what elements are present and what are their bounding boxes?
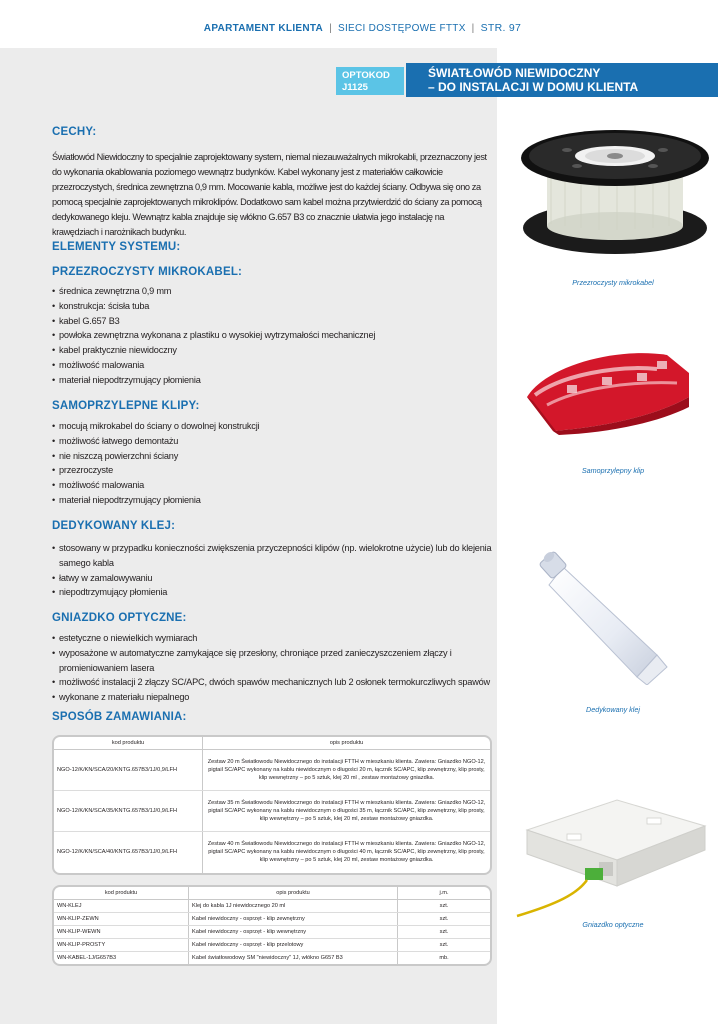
row-desc: Kabel światłowodowy SM "niewidoczny" 1J, włókno G657 B3 xyxy=(189,952,398,965)
row-code: WN-KLEJ xyxy=(54,900,189,913)
row-code: WN-KABEL-1J/G657B3 xyxy=(54,952,189,965)
table-row xyxy=(54,832,490,873)
clip-image xyxy=(507,335,719,435)
optical-socket-image xyxy=(507,790,719,920)
table-row xyxy=(54,791,490,832)
list-item: • nie niszczą powierzchni ściany xyxy=(52,449,492,464)
spool-image xyxy=(507,120,719,270)
row-desc: Klej do kabla 1J niewidocznego 20 ml xyxy=(189,900,398,913)
header-section: APARTAMENT KLIENTA xyxy=(203,23,324,34)
spool-caption: Przezroczysty mikrokabel xyxy=(572,278,654,287)
product-title-line1: ŚWIATŁOWÓD NIEWIDOCZNY xyxy=(428,66,601,80)
socket-heading: GNIAZDKO OPTYCZNE: xyxy=(52,612,187,624)
order-table-sets xyxy=(52,735,492,875)
row-code: WN-KLIP-WEWN xyxy=(54,926,189,939)
product-title-line2: – DO INSTALACJI W DOMU KLIENTA xyxy=(428,80,639,94)
row-code: NGO-12/K/KN/SCA/35/KNTG.657B3/1J/0,9/LFH xyxy=(54,791,203,832)
list-item: • możliwość malowania xyxy=(52,358,492,373)
table-row xyxy=(54,939,490,952)
row-desc: Zestaw 20 m Światłowodu Niewidocznego do instalacji FTTH w mieszkaniu klienta. Zawiera: Gniazdko NGO-12, pigtail SC/APC wykonany na kablu niewidocznym o długości 20 m, łącznik SC/APC, klip zewnętrzny, klip prosty, klip wewnętrzny – po 5 sztuk, klej 20 ml , zestaw montażowy gniazdka. xyxy=(203,750,491,791)
microcable-list xyxy=(52,284,492,388)
clips-heading: SAMOPRZYLEPNE KLIPY: xyxy=(52,400,200,412)
header-separator: | xyxy=(329,23,332,34)
list-item: • mocują mikrokabel do ściany o dowolnej konstrukcji xyxy=(52,419,492,434)
row-unit: szt. xyxy=(398,900,491,913)
glue-tube-image xyxy=(507,545,719,685)
list-item: • wykonane z materiału niepalnego xyxy=(52,690,492,705)
glue-figure xyxy=(507,545,719,725)
socket-list xyxy=(52,631,492,705)
microcable-heading: PRZEZROCZYSTY MIKROKABEL: xyxy=(52,266,243,278)
list-item: • materiał niepodtrzymujący płomienia xyxy=(52,373,492,388)
socket-figure xyxy=(507,790,719,940)
clip-figure xyxy=(507,335,719,475)
table-row xyxy=(54,926,490,939)
list-item: • stosowany w przypadku konieczności zwiększenia przyczepności klipów (np. wielokrotne użycie) lub do klejenia samego kabla xyxy=(52,541,492,571)
row-desc: Kabel niewidoczny - osprzęt - klip zewnętrzny xyxy=(189,913,398,926)
row-code: WN-KLIP-PROSTY xyxy=(54,939,189,952)
product-code-box xyxy=(336,67,404,95)
list-item: • kabel G.657 B3 xyxy=(52,314,492,329)
product-code: J1125 xyxy=(342,82,368,93)
system-elements-heading: ELEMENTY SYSTEMU: xyxy=(52,241,181,253)
table-header-desc: opis produktu xyxy=(203,737,491,750)
order-table-accessories xyxy=(52,885,492,966)
spool-figure xyxy=(507,120,719,290)
features-heading: CECHY: xyxy=(52,126,97,138)
list-item: • niepodtrzymujący płomienia xyxy=(52,585,492,600)
clip-caption: Samoprzylepny klip xyxy=(581,466,645,475)
row-unit: szt. xyxy=(398,926,491,939)
table-row xyxy=(54,900,490,913)
row-desc: Zestaw 40 m Światłowodu Niewidocznego do instalacji FTTH w mieszkaniu klienta. Zawiera: Gniazdko NGO-12, pigtail SC/APC wykonany na kablu niewidocznym o długości 40 m, łącznik SC/APC, klip zewnętrzny, klip prosty, klip wewnętrzny – po 5 sztuk, klej 20 ml, zestaw montażowy gniazdka. xyxy=(207,841,486,864)
header-separator: | xyxy=(471,23,475,34)
row-code: NGO-12/K/KN/SCA/40/KNTG.657B3/1J/0,9/LFH xyxy=(54,832,203,873)
row-code: NGO-12/K/KN/SCA/20/KNTG.657B3/1J/0,9/LFH xyxy=(54,750,203,791)
table-row xyxy=(54,952,490,965)
list-item: • konstrukcja: ścisła tuba xyxy=(52,299,492,314)
list-item: • materiał niepodtrzymujący płomienia xyxy=(52,493,492,508)
features-text: Światłowód Niewidoczny to specjalnie zaprojektowany system, niemal niezauważalnych mikrokabli, przeznaczony jest do wykonania okablowania poziomego wewnątrz budynków. Kabel wykonany jest z materiałów całkowicie przezroczystych, średnica zewnętrzna 0,9 mm. Mocowanie kabla, możliwe jest do każdej ściany. Odbywa się ono za pomocą specjalnie zaprojektowanych mikroklipów. Dodatkowo sam kabel można przytwierdzić do ściany za pomocą dedykowanego kleju. Wewnątrz kabla znajduje się włókno G.657 B3 co znacznie ułatwia jego instalację na krawędziach i narożnikach budynku. xyxy=(52,152,487,237)
product-title-box xyxy=(406,63,718,97)
list-item: • wyposażone w automatyczne zamykające się przesłony, chroniące przed zanieczyszczeniem złączy i promieniowaniem lasera xyxy=(52,646,492,676)
list-item: • powłoka zewnętrzna wykonana z plastiku o wysokiej wytrzymałości mechanicznej xyxy=(52,328,492,343)
glue-list xyxy=(52,541,492,600)
table-row xyxy=(54,750,490,791)
list-item: • możliwość malowania xyxy=(52,478,492,493)
list-item: • średnica zewnętrzna 0,9 mm xyxy=(52,284,492,299)
row-desc: Kabel niewidoczny - osprzęt - klip wewnętrzny xyxy=(189,926,398,939)
row-desc: Zestaw 35 m Światłowodu Niewidocznego do instalacji FTTH w mieszkaniu klienta. Zawiera: Gniazdko NGO-12, pigtail SC/APC wykonany na kablu niewidocznym o długości 35 m, łącznik SC/APC, klip zewnętrzny, klip prosty, klip wewnętrzny – po 5 sztuk, klej 20 ml, zestaw montażowy gniazdka. xyxy=(203,791,491,832)
list-item: • kabel praktycznie niewidoczny xyxy=(52,343,492,358)
socket-caption: Gniazdko optyczne xyxy=(582,920,644,929)
table-header-code: kod produktu xyxy=(54,887,189,900)
glue-caption: Dedykowany klej xyxy=(586,705,640,714)
clips-list xyxy=(52,419,492,508)
header-subsection: SIECI DOSTĘPOWE FTTX xyxy=(337,23,466,34)
table-header-code: kod produktu xyxy=(54,737,203,750)
table-row xyxy=(54,913,490,926)
row-desc: Kabel niewidoczny - osprzęt - klip przelotowy xyxy=(189,939,398,952)
row-unit: mb. xyxy=(439,955,449,961)
row-unit: szt. xyxy=(398,939,491,952)
header-page-number: STR. 97 xyxy=(480,22,522,34)
row-unit: szt. xyxy=(398,913,491,926)
ordering-heading: SPOSÓB ZAMAWIANIA: xyxy=(52,711,187,723)
table-header-desc: opis produktu xyxy=(189,887,398,900)
list-item: • łatwy w zamalowywaniu xyxy=(52,571,492,586)
table-header-unit: j.m. xyxy=(398,887,491,900)
list-item: • przezroczyste xyxy=(52,463,492,478)
list-item: • możliwość łatwego demontażu xyxy=(52,434,492,449)
row-code: WN-KLIP-ZEWN xyxy=(54,913,189,926)
page-header xyxy=(0,22,725,34)
list-item: • możliwość instalacji 2 złączy SC/APC, dwóch spawów mechanicznych lub 2 osłonek termokurczliwych spawów xyxy=(52,675,492,690)
glue-heading: DEDYKOWANY KLEJ: xyxy=(52,520,176,532)
list-item: • estetyczne o niewielkich wymiarach xyxy=(52,631,492,646)
product-code-label: OPTOKOD xyxy=(342,70,390,81)
